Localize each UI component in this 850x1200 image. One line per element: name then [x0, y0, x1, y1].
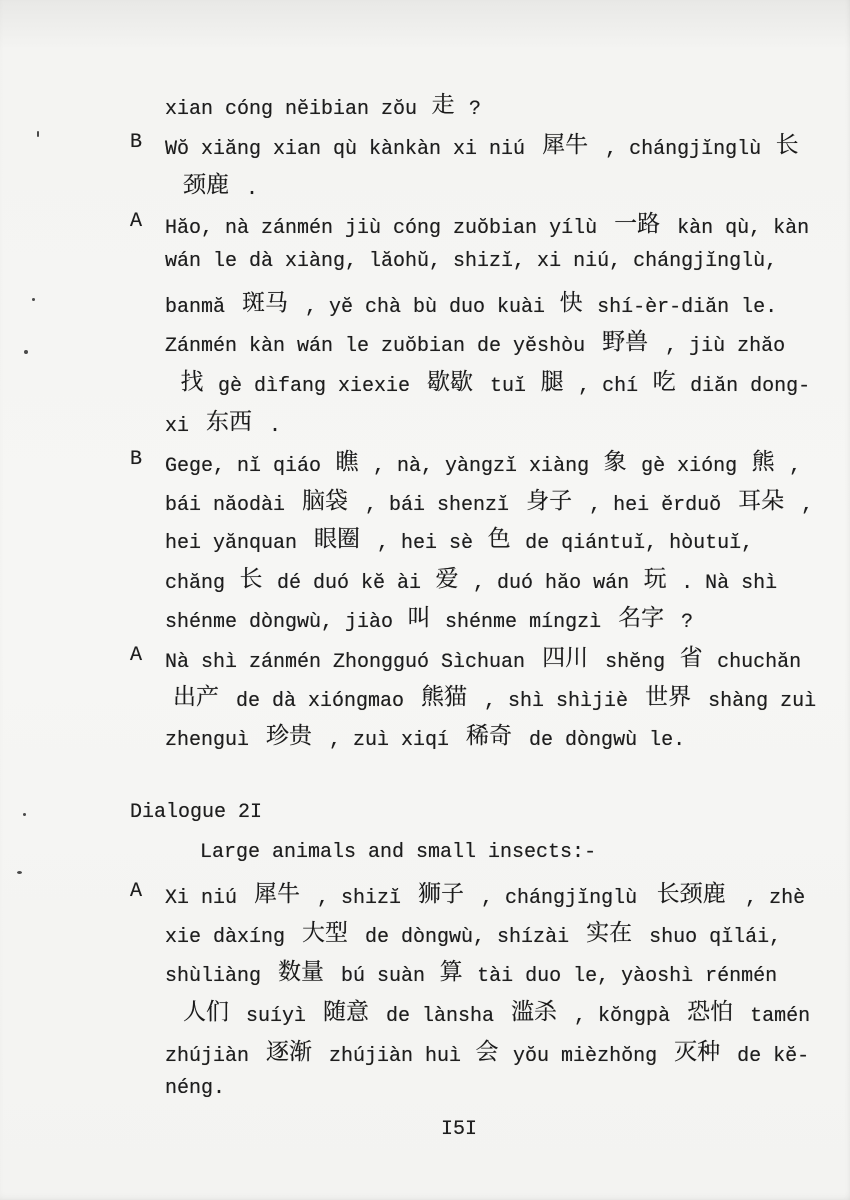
scan-speck: [23, 813, 26, 816]
page-number: I5I: [441, 1118, 478, 1141]
handwritten-hanzi: 省: [679, 645, 703, 671]
handwritten-hanzi: 名字: [618, 605, 665, 631]
handwritten-hanzi: 稀奇: [466, 723, 513, 749]
handwritten-hanzi: 算: [439, 959, 463, 985]
dialogue-line: [165, 91, 481, 122]
handwritten-hanzi: 眼圈: [314, 526, 361, 552]
dialogue-line: [165, 487, 813, 518]
handwritten-hanzi: 珍贵: [266, 723, 313, 749]
handwritten-hanzi: 找: [180, 369, 204, 395]
dialogue-line: [165, 250, 777, 274]
typed-pinyin: dé duó kĕ ài: [265, 572, 434, 595]
dialogue-line: [165, 448, 801, 479]
typed-pinyin: Xi niú: [165, 887, 250, 910]
typed-pinyin: , chí: [566, 375, 651, 398]
typed-pinyin: xie dàxíng: [165, 926, 298, 949]
handwritten-hanzi: 随意: [323, 999, 370, 1025]
dialogue-line: [165, 1038, 809, 1069]
handwritten-hanzi: 滥杀: [511, 999, 558, 1025]
scan-speck: [32, 298, 35, 301]
handwritten-hanzi: 东西: [206, 409, 253, 435]
dialogue-line: [165, 210, 809, 241]
handwritten-hanzi: 熊: [751, 449, 775, 475]
typed-pinyin: , shizĭ: [305, 887, 414, 910]
handwritten-hanzi: 实在: [586, 920, 633, 946]
handwritten-hanzi: 爱: [435, 566, 459, 592]
handwritten-hanzi: 数量: [278, 959, 325, 985]
scan-speck: [37, 131, 39, 137]
handwritten-hanzi: 犀牛: [254, 881, 301, 907]
scan-speck: [24, 350, 28, 354]
typed-pinyin: xian cóng nĕibian zŏu: [165, 98, 430, 121]
typed-pinyin: shàng zuì: [696, 690, 817, 713]
handwritten-hanzi: 会: [475, 1039, 499, 1065]
typed-pinyin: kàn qù, kàn: [665, 217, 810, 240]
handwritten-hanzi: 世界: [645, 684, 692, 710]
dialogue-subtitle: Large animals and small insects:-: [200, 841, 597, 864]
handwritten-hanzi: 叫: [407, 605, 431, 631]
speaker-label: B: [130, 131, 143, 154]
typed-pinyin: xi: [165, 415, 202, 438]
typed-pinyin: gè xióng: [629, 455, 750, 478]
typed-pinyin: , chángjĭnglù: [469, 887, 650, 910]
typed-pinyin: suíyì: [234, 1005, 319, 1028]
speaker-label: B: [130, 448, 143, 471]
typed-pinyin: , hei ĕrduŏ: [577, 494, 734, 517]
handwritten-hanzi: 快: [559, 290, 583, 316]
typed-pinyin: de dà xióngmao: [224, 690, 417, 713]
handwritten-hanzi: 人们: [183, 999, 229, 1025]
dialogue-line: [178, 171, 258, 202]
typed-pinyin: de qiántuĭ, hòutuĭ,: [513, 532, 754, 555]
typed-pinyin: chuchăn: [705, 651, 802, 674]
typed-pinyin: Nà shì zánmén Zhongguó Sìchuan: [165, 651, 538, 674]
speaker-label: A: [130, 210, 143, 233]
handwritten-hanzi: 出产: [173, 684, 219, 710]
typed-pinyin: zhújiàn: [165, 1045, 262, 1068]
typed-pinyin: ?: [669, 611, 694, 634]
handwritten-hanzi: 瞧: [335, 449, 359, 475]
typed-pinyin: , kŏngpà: [562, 1005, 683, 1028]
dialogue-line: [165, 722, 685, 753]
dialogue-line: [165, 525, 753, 556]
handwritten-hanzi: 颈鹿: [183, 172, 229, 198]
dialogue-line: [165, 328, 785, 359]
handwritten-hanzi: 长: [775, 132, 799, 158]
typed-pinyin: diăn dong-: [678, 375, 811, 398]
dialogue-line: [165, 958, 777, 989]
typed-pinyin: tamén: [738, 1005, 811, 1028]
handwritten-hanzi: 歇歇: [427, 369, 474, 395]
dialogue-line: [165, 880, 805, 911]
handwritten-hanzi: 恐怕: [687, 999, 734, 1025]
handwritten-hanzi: 象: [603, 449, 627, 475]
typed-pinyin: , jiù zhăo: [653, 335, 786, 358]
handwritten-hanzi: 脑袋: [302, 488, 349, 514]
dialogue-line: [165, 644, 801, 675]
typed-pinyin: de lànsha: [374, 1005, 507, 1028]
handwritten-hanzi: 一路: [614, 211, 661, 237]
typed-pinyin: , shì shìjiè: [472, 690, 641, 713]
typed-pinyin: shí-èr-diăn le.: [585, 296, 778, 319]
typed-pinyin: , hei sè: [365, 532, 486, 555]
typed-pinyin: .: [234, 178, 259, 201]
handwritten-hanzi: 野兽: [602, 329, 649, 355]
dialogue-line: [165, 1077, 225, 1101]
dialogue-line: [165, 919, 781, 950]
typed-pinyin: shénme dòngwù, jiào: [165, 611, 406, 634]
handwritten-hanzi: 身子: [526, 488, 573, 514]
speaker-label: A: [130, 880, 143, 903]
dialogue-line: [165, 289, 777, 320]
typed-pinyin: de dòngwù le.: [517, 729, 686, 752]
dialogue-heading: Dialogue 2I: [130, 801, 263, 824]
typed-pinyin: bái năodài: [165, 494, 298, 517]
typed-pinyin: tài duo le, yàoshì rénmén: [465, 965, 778, 988]
dialogue-line: [178, 368, 810, 399]
handwritten-hanzi: 熊猫: [421, 684, 468, 710]
typed-pinyin: Hăo, nà zánmén jiù cóng zuŏbian yílù: [165, 217, 610, 240]
handwritten-hanzi: 耳朵: [738, 488, 785, 514]
typed-pinyin: , bái shenzĭ: [353, 494, 522, 517]
dialogue-line: [165, 408, 281, 439]
typed-pinyin: zhújiàn huì: [317, 1045, 474, 1068]
handwritten-hanzi: 色: [487, 526, 511, 552]
typed-pinyin: Gege, nĭ qiáo: [165, 455, 334, 478]
typed-pinyin: tuĭ: [478, 375, 539, 398]
typed-pinyin: shénme míngzì: [433, 611, 614, 634]
handwritten-hanzi: 大型: [302, 920, 349, 946]
typed-pinyin: de kĕ-: [725, 1045, 810, 1068]
handwritten-hanzi: 狮子: [418, 881, 465, 907]
typed-pinyin: bú suàn: [329, 965, 438, 988]
handwritten-hanzi: 长颈鹿: [656, 881, 726, 907]
handwritten-hanzi: 四川: [542, 645, 589, 671]
handwritten-hanzi: 吃: [652, 369, 676, 395]
dialogue-line: [168, 683, 816, 714]
typed-pinyin: shĕng: [593, 651, 678, 674]
handwritten-hanzi: 灭种: [674, 1039, 721, 1065]
dialogue-line: [165, 565, 777, 596]
dialogue-line: [165, 604, 693, 635]
typed-pinyin: gè dìfang xiexie: [206, 375, 423, 398]
dialogue-line: [165, 131, 801, 162]
typed-pinyin: shuo qĭlái,: [637, 926, 782, 949]
typed-pinyin: wán le dà xiàng, lăohŭ, shizĭ, xi niú, chángjĭnglù,: [165, 250, 778, 273]
typed-pinyin: , chángjĭnglù: [593, 138, 774, 161]
typed-pinyin: Zánmén kàn wán le zuŏbian de yĕshòu: [165, 335, 598, 358]
typed-pinyin: ,: [777, 455, 802, 478]
typed-pinyin: chăng: [165, 572, 238, 595]
typed-pinyin: ,: [789, 494, 814, 517]
handwritten-hanzi: 长: [239, 566, 263, 592]
typed-pinyin: , duó hăo wán: [461, 572, 642, 595]
typed-pinyin: , zhè: [733, 887, 806, 910]
typed-pinyin: Wŏ xiăng xian qù kànkàn xi niú: [165, 138, 538, 161]
handwritten-hanzi: 走: [431, 92, 455, 118]
handwritten-hanzi: 腿: [540, 369, 564, 395]
typed-pinyin: de dòngwù, shízài: [353, 926, 582, 949]
typed-pinyin: hei yănquan: [165, 532, 310, 555]
typed-pinyin: ?: [457, 98, 482, 121]
typed-pinyin: néng.: [165, 1077, 226, 1100]
handwritten-hanzi: 斑马: [242, 290, 289, 316]
typed-pinyin: . Nà shì: [669, 572, 778, 595]
typed-pinyin: zhenguì: [165, 729, 262, 752]
handwritten-hanzi: 犀牛: [542, 132, 589, 158]
typed-pinyin: yŏu mièzhŏng: [501, 1045, 670, 1068]
handwritten-hanzi: 逐渐: [266, 1039, 313, 1065]
typed-pinyin: banmă: [165, 296, 238, 319]
typed-pinyin: shùliàng: [165, 965, 274, 988]
typed-pinyin: , nà, yàngzĭ xiàng: [361, 455, 602, 478]
typed-pinyin: , yĕ chà bù duo kuài: [293, 296, 558, 319]
speaker-label: A: [130, 644, 143, 667]
typed-pinyin: .: [257, 415, 282, 438]
scan-speck: [17, 871, 22, 874]
typed-pinyin: , zuì xiqí: [317, 729, 462, 752]
dialogue-line: [178, 998, 810, 1029]
handwritten-hanzi: 玩: [643, 566, 667, 592]
